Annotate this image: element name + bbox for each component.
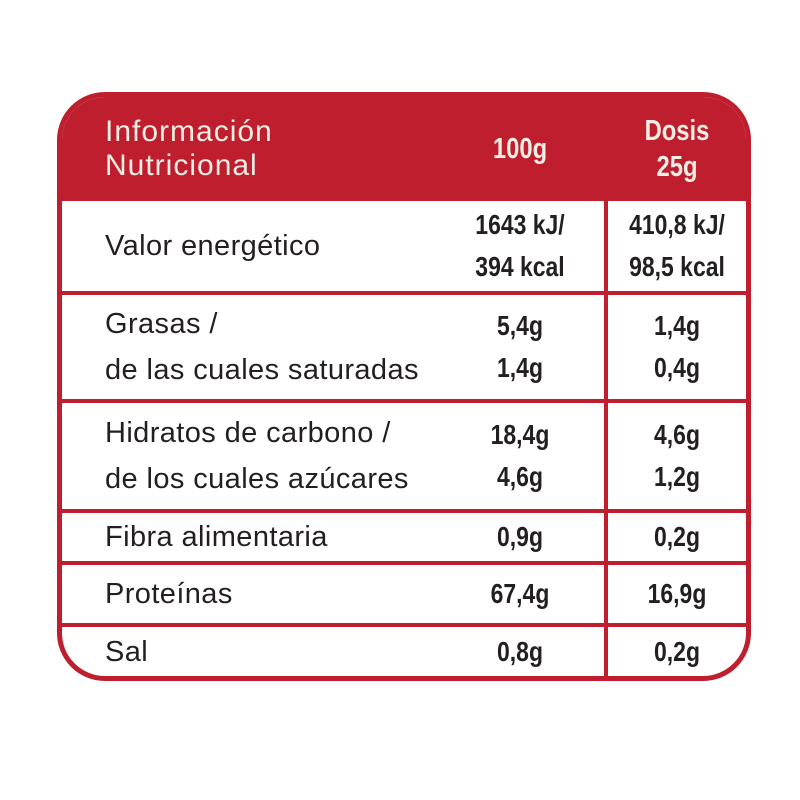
- value-line: 1643 kJ/: [475, 209, 565, 240]
- nutrient-label: [62, 403, 436, 509]
- nutrient-label: [62, 565, 436, 623]
- table-row-energy: [62, 201, 746, 291]
- value-line: 16,9g: [647, 578, 707, 609]
- value-line: 1,4g: [497, 352, 543, 383]
- value-per-dose: [604, 513, 746, 561]
- value-line: 98,5 kcal: [629, 251, 725, 282]
- header-col-100g: [436, 97, 604, 201]
- value-per-100g: [436, 403, 604, 509]
- nutrient-label-line: Fibra alimentaria: [105, 521, 328, 553]
- table-row-fats: [62, 291, 746, 399]
- nutrient-label-line: Grasas /: [105, 308, 218, 340]
- value-per-dose: [604, 565, 746, 623]
- value-per-dose: [604, 627, 746, 676]
- value-line: 0,2g: [654, 521, 700, 552]
- nutrient-label-line: Hidratos de carbono /: [105, 417, 391, 449]
- value-per-100g: [436, 295, 604, 399]
- header-dose-line2: 25g: [656, 151, 698, 183]
- nutrient-label: [62, 627, 436, 676]
- nutrient-label: [62, 295, 436, 399]
- nutrient-label: [62, 201, 436, 291]
- value-per-100g: [436, 201, 604, 291]
- nutrient-label-line: de los cuales azúcares: [105, 463, 409, 495]
- header-col-dose: [604, 97, 746, 201]
- value-line: 4,6g: [497, 461, 543, 492]
- value-line: 394 kcal: [475, 251, 565, 282]
- value-per-dose: [604, 201, 746, 291]
- table-row-proteins: [62, 561, 746, 623]
- value-line: 18,4g: [490, 419, 550, 450]
- value-per-100g: [436, 627, 604, 676]
- value-line: 1,2g: [654, 461, 700, 492]
- table-row-salt: [62, 623, 746, 676]
- nutrient-label-line: Sal: [105, 635, 149, 668]
- value-line: 1,4g: [654, 310, 700, 341]
- value-per-dose: [604, 295, 746, 399]
- value-per-dose: [604, 403, 746, 509]
- value-line: 0,9g: [497, 521, 543, 552]
- nutrient-label: [62, 513, 436, 561]
- header-title: Información Nutricional: [105, 115, 273, 182]
- value-per-100g: [436, 565, 604, 623]
- value-line: 0,2g: [654, 635, 700, 667]
- value-line: 67,4g: [490, 578, 550, 609]
- nutrient-label-line: Proteínas: [105, 578, 233, 610]
- value-line: 0,4g: [654, 352, 700, 383]
- header-dose-line1: Dosis: [644, 115, 710, 147]
- value-line: 4,6g: [654, 419, 700, 450]
- table-header: [62, 97, 746, 201]
- value-line: 410,8 kJ/: [629, 209, 725, 240]
- header-col-100g-label: 100g: [492, 133, 548, 165]
- value-line: 0,8g: [497, 635, 543, 667]
- nutrition-table: [57, 92, 751, 681]
- nutrient-label-line: Valor energético: [105, 230, 321, 262]
- value-line: 5,4g: [497, 310, 543, 341]
- table-row-fiber: [62, 509, 746, 561]
- table-row-carbohydrates: [62, 399, 746, 509]
- value-per-100g: [436, 513, 604, 561]
- nutrient-label-line: de las cuales saturadas: [105, 354, 419, 386]
